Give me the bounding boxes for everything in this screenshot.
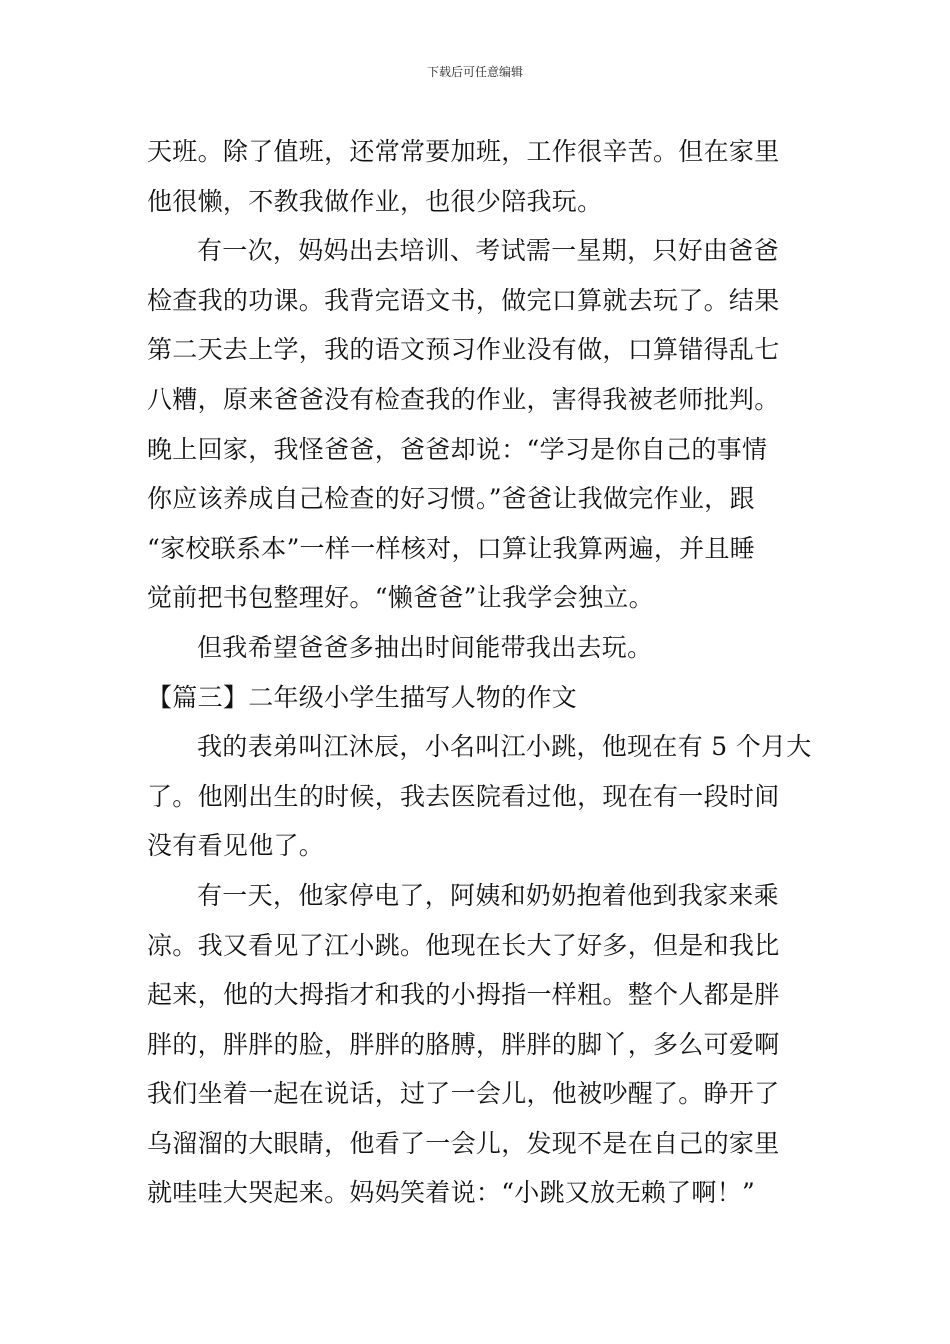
text-line: 胖的，胖胖的脸，胖胖的胳膊，胖胖的脚丫，多么可爱啊 [147, 1029, 780, 1059]
section-heading: 【篇三】二年级小学生描写人物的作文 [147, 682, 578, 712]
essay-body [147, 127, 812, 1218]
paragraph-start-line: 我的表弟叫江沐辰，小名叫江小跳，他现在有 5 个月大 [197, 732, 812, 762]
text-line: 晚上回家，我怪爸爸，爸爸却说：“学习是你自己的事情 [147, 434, 768, 464]
text-line: 他很懒，不教我做作业，也很少陪我玩。 [147, 186, 603, 216]
text-line: 乌溜溜的大眼睛，他看了一会儿，发现不是在自己的家里 [147, 1128, 780, 1158]
text-line: 起来，他的大拇指才和我的小拇指一样粗。整个人都是胖 [147, 980, 780, 1010]
text-line: 第二天去上学，我的语文预习作业没有做，口算错得乱七 [147, 335, 780, 365]
text-line: 了。他刚出生的时候，我去医院看过他，现在有一段时间 [147, 781, 780, 811]
text-line: 就哇哇大哭起来。妈妈笑着说：“小跳又放无赖了啊！” [147, 1178, 756, 1208]
text-line: “家校联系本”一样一样核对，口算让我算两遍，并且睡 [147, 533, 756, 563]
text-line: 觉前把书包整理好。“懒爸爸”让我学会独立。 [147, 583, 654, 613]
text-line: 我们坐着一起在说话，过了一会儿，他被吵醒了。睁开了 [147, 1079, 780, 1109]
page-header-note: 下载后可任意编辑 [426, 65, 523, 79]
paragraph-start-line: 有一天，他家停电了，阿姨和奶奶抱着他到我家来乘 [197, 880, 779, 910]
text-line: 八糟，原来爸爸没有检查我的作业，害得我被老师批判。 [147, 384, 780, 414]
text-line: 天班。除了值班，还常常要加班，工作很辛苦。但在家里 [147, 137, 780, 166]
text-line: 没有看见他了。 [147, 831, 325, 861]
paragraph-start-line: 有一次，妈妈出去培训、考试需一星期，只好由爸爸 [197, 236, 779, 266]
text-line: 凉。我又看见了江小跳。他现在长大了好多，但是和我比 [147, 930, 780, 960]
text-line: 你应该养成自己检查的好习惯。”爸爸让我做完作业，跟 [147, 484, 755, 514]
paragraph-start-line: 但我希望爸爸多抽出时间能带我出去玩。 [197, 632, 653, 662]
text-line: 检查我的功课。我背完语文书，做完口算就去玩了。结果 [147, 285, 780, 315]
